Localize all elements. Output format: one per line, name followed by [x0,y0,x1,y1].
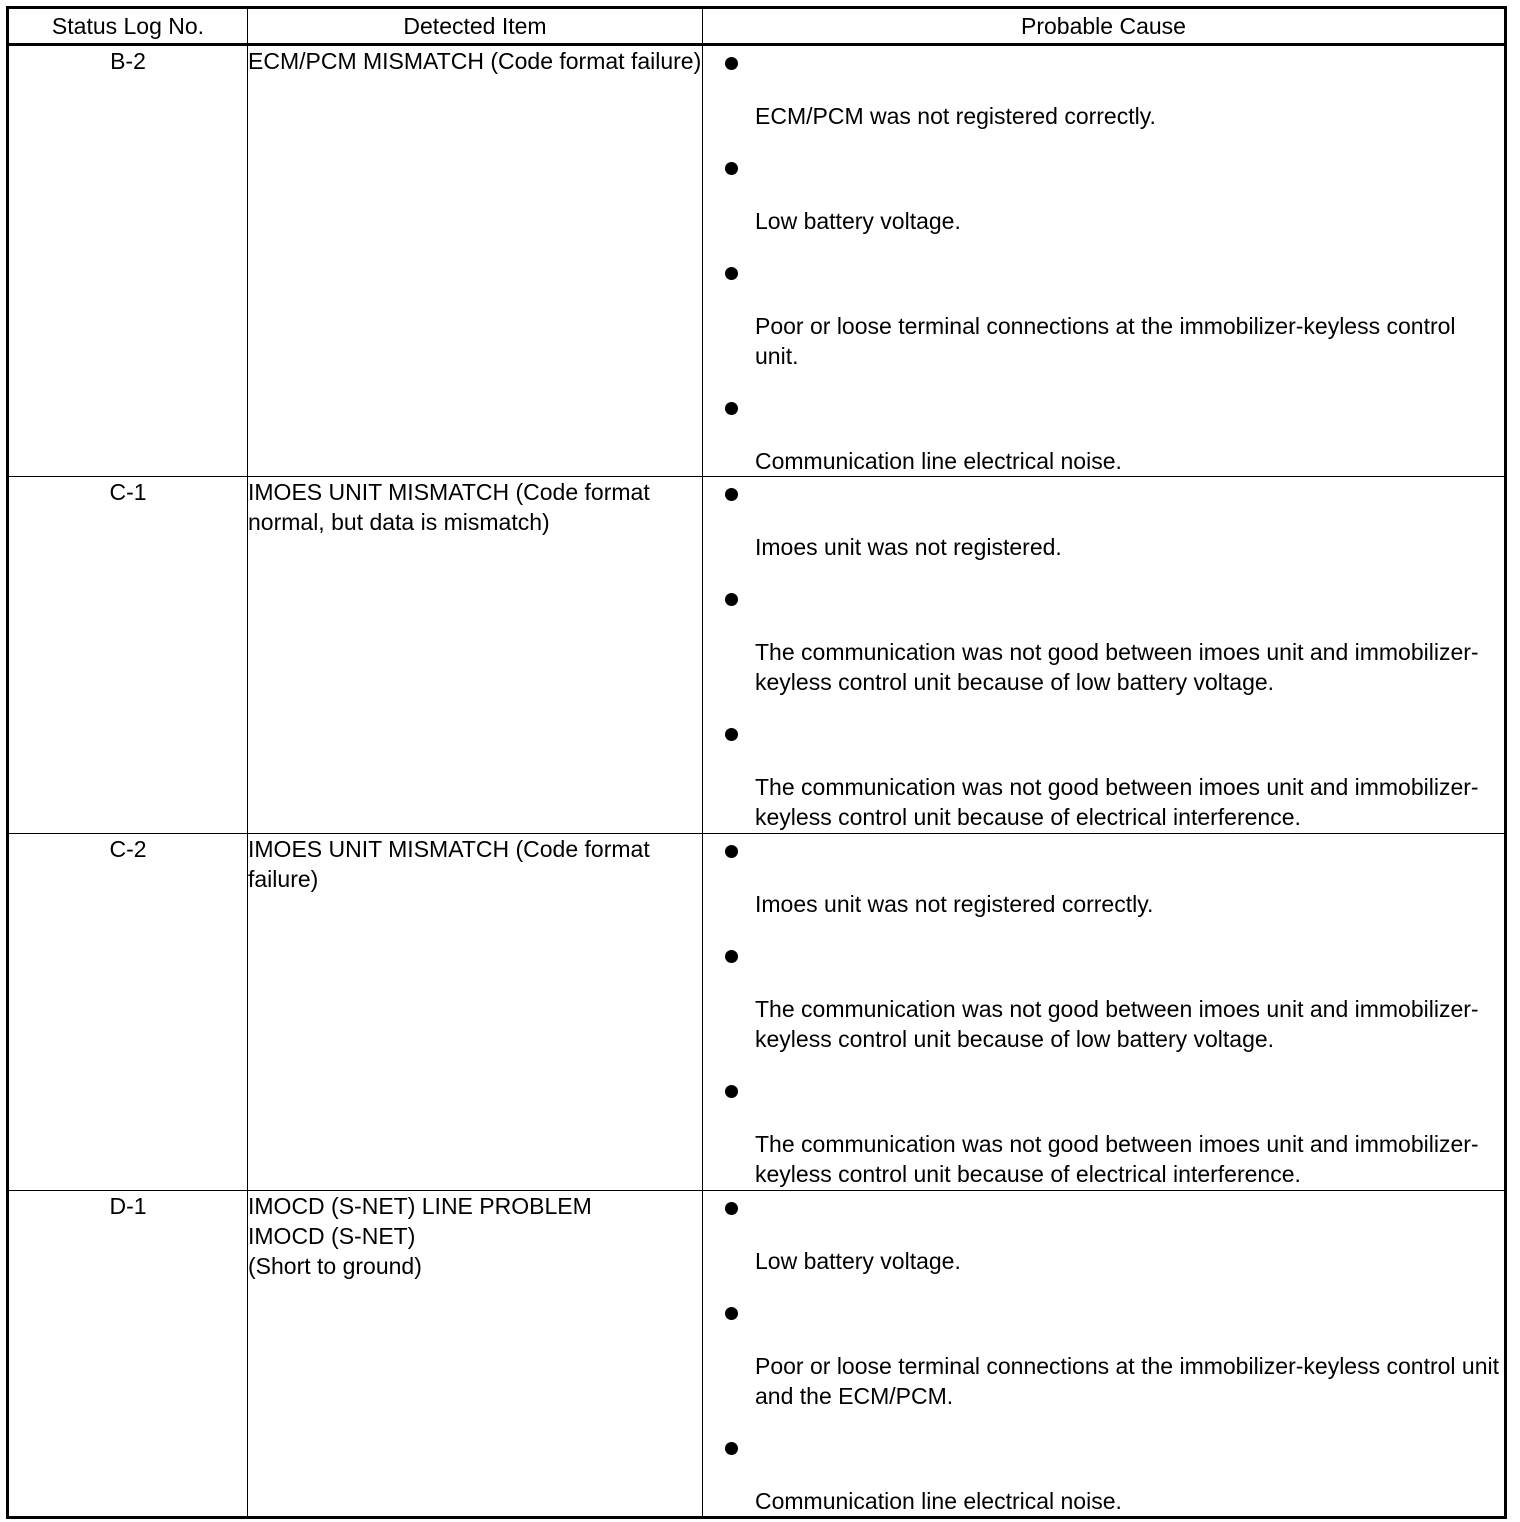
bullet-icon [725,593,738,606]
cause-list-item [703,834,1504,939]
cause-list-item [703,1296,1504,1431]
detected-item-text: IMOES UNIT MISMATCH (Code format normal, but data is mismatch) [248,479,650,535]
cause-text: Imoes unit was not registered. [755,534,1062,560]
bullet-icon [725,950,738,963]
cause-list-item [703,1074,1504,1189]
bullet-icon [725,402,738,415]
cause-text: The communication was not good between imoes unit and immobilizer-keyless control unit because of low battery voltage. [755,996,1479,1052]
table-row [8,1191,1506,1518]
detected-item-cell [248,477,703,834]
table-row [8,45,1506,477]
detected-item-cell [248,834,703,1191]
status-log-no-cell: C-1 [8,477,248,834]
detected-item-text: IMOCD (S-NET) LINE PROBLEM [248,1193,592,1219]
bullet-icon [725,267,738,280]
cause-text: Poor or loose terminal connections at the immobilizer-keyless control unit and the ECM/PCM. [755,1353,1499,1409]
cause-text: Communication line electrical noise. [755,1488,1122,1514]
cause-text: Communication line electrical noise. [755,448,1122,474]
header-probable-cause: Probable Cause [703,8,1506,45]
cause-text: The communication was not good between imoes unit and immobilizer-keyless control unit because of low battery voltage. [755,639,1479,695]
detected-item-cell [248,1191,703,1518]
table-row [8,834,1506,1191]
bullet-icon [725,1442,738,1455]
header-status-log-no: Status Log No. [8,8,248,45]
table-header-row [8,8,1506,45]
cause-list-item [703,46,1504,151]
cause-text: Low battery voltage. [755,1248,961,1274]
cause-list-item [703,477,1504,582]
bullet-icon [725,1085,738,1098]
bullet-icon [725,845,738,858]
status-log-table [6,6,1507,1519]
bullet-icon [725,728,738,741]
header-detected-item: Detected Item [248,8,703,45]
cause-list-item [703,582,1504,717]
cause-list-item [703,1431,1504,1516]
cause-list-item [703,717,1504,832]
cause-text: ECM/PCM was not registered correctly. [755,103,1156,129]
bullet-icon [725,488,738,501]
status-log-no-cell: C-2 [8,834,248,1191]
cause-list-item [703,939,1504,1074]
probable-cause-cell [703,834,1506,1191]
cause-list-item [703,391,1504,476]
cause-text: Low battery voltage. [755,208,961,234]
cause-list-item [703,1191,1504,1296]
cause-text: The communication was not good between imoes unit and immobilizer-keyless control unit because of electrical interference. [755,1131,1479,1187]
bullet-icon [725,162,738,175]
bullet-icon [725,1202,738,1215]
cause-text: The communication was not good between imoes unit and immobilizer-keyless control unit because of electrical interference. [755,774,1479,830]
probable-cause-cell [703,45,1506,477]
detected-item-text: (Short to ground) [248,1253,422,1279]
detected-item-text: IMOCD (S-NET) [248,1223,416,1249]
cause-text: Imoes unit was not registered correctly. [755,891,1154,917]
cause-list-item [703,256,1504,391]
cause-text: Poor or loose terminal connections at the immobilizer-keyless control unit. [755,313,1456,369]
status-log-no-cell: D-1 [8,1191,248,1518]
detected-item-text: IMOES UNIT MISMATCH (Code format failure) [248,836,650,892]
table-row [8,477,1506,834]
detected-item-cell [248,45,703,477]
probable-cause-cell [703,477,1506,834]
status-log-no-cell: B-2 [8,45,248,477]
bullet-icon [725,1307,738,1320]
probable-cause-cell [703,1191,1506,1518]
bullet-icon [725,57,738,70]
cause-list-item [703,151,1504,256]
detected-item-text: ECM/PCM MISMATCH (Code format failure) [248,48,702,74]
